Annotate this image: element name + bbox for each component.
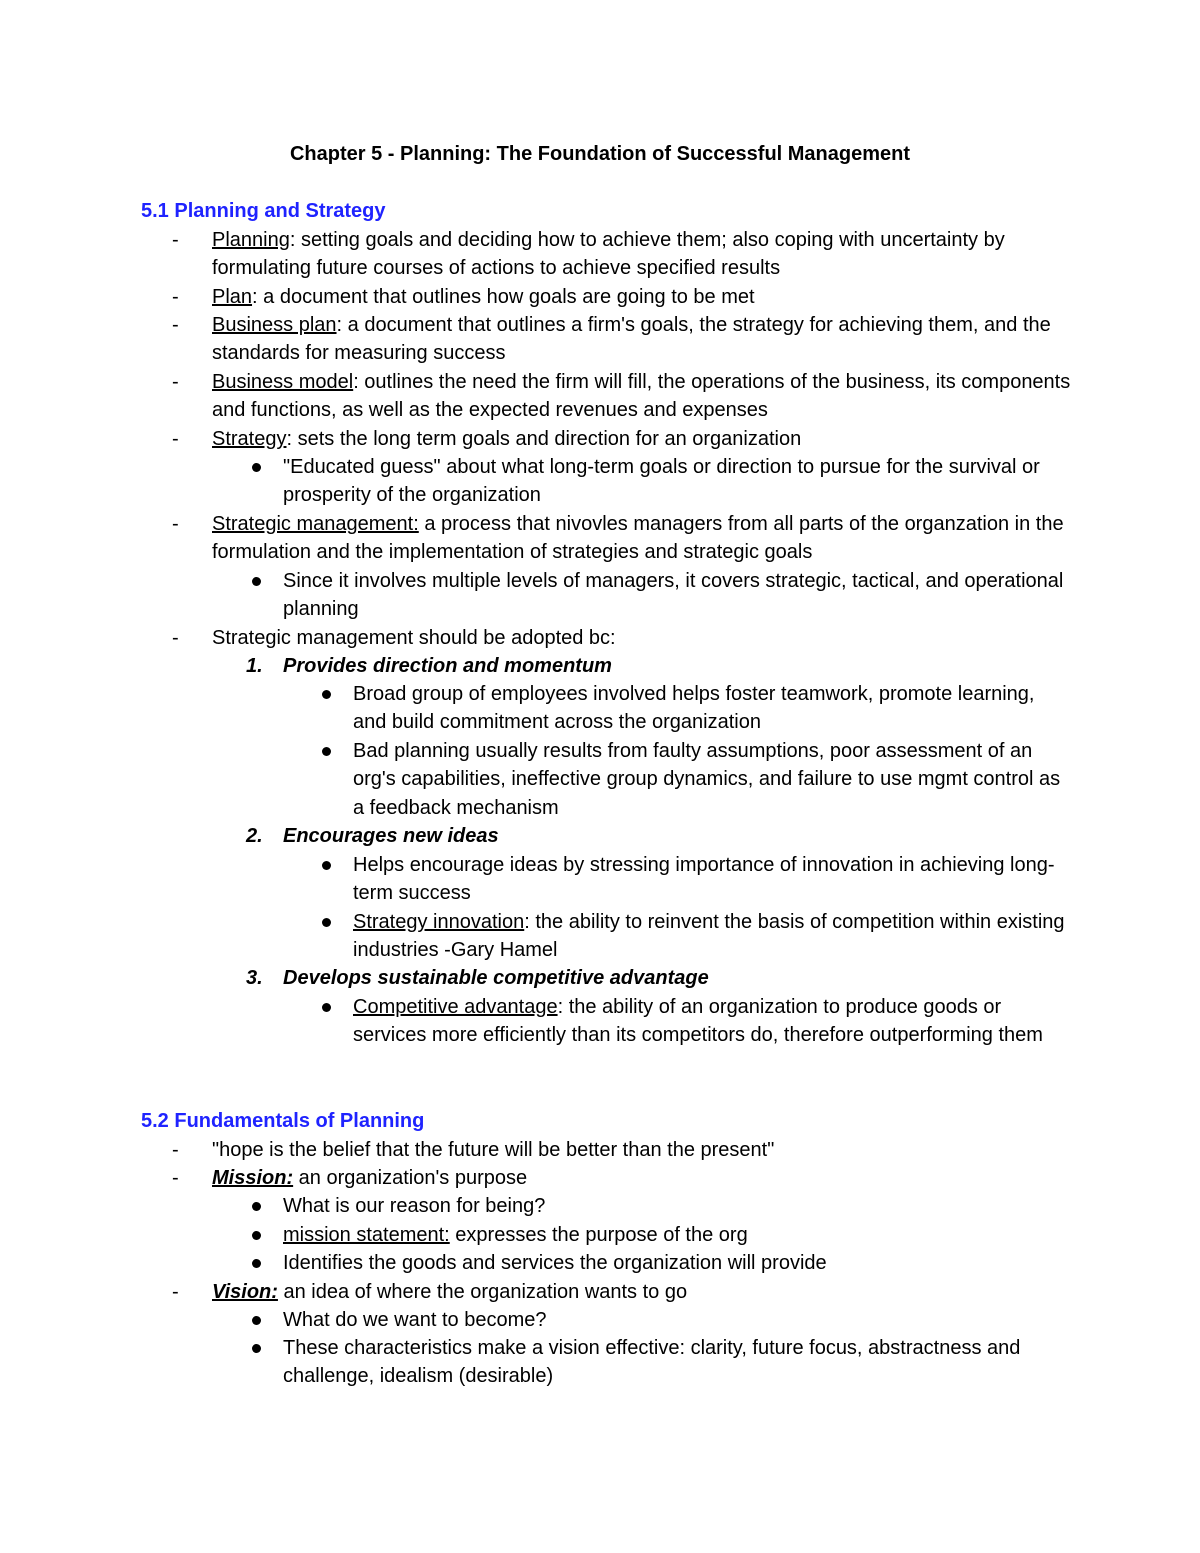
dash-marker: - [172,428,179,450]
list-item-strategic-management-sub: Since it involves multiple levels of managers, it covers strategic, tactical, and operational planning [283,570,1064,621]
mission-sub-3: Identifies the goods and services the organization will provide [283,1252,827,1274]
bullet-marker [252,463,261,472]
term-plan: Plan [212,286,253,308]
list-item-strategic-management [212,510,1072,567]
def-strategy-innovation: : the ability to reinvent the basis of competition within existing industries -Gary Hamel [353,911,1065,962]
dash-marker: - [172,371,179,393]
section-heading-5-2: 5.2 Fundamentals of Planning [141,1110,425,1132]
dash-marker: - [172,286,179,308]
bullet-marker [252,1259,261,1268]
list-item-strategy [212,425,1072,453]
list-item-plan [212,283,1072,311]
bullet-marker [322,690,331,699]
list-item-hope: "hope is the belief that the future will be better than the present" [212,1139,775,1161]
def-mission-statement: expresses the purpose of the org [449,1224,748,1246]
def-planning: : setting goals and deciding how to achieve them; also coping with uncertainty by formulating future courses of actions to achieve specified results [212,229,1005,280]
number-marker: 1. [246,655,263,677]
def-vision: an idea of where the organization wants to go [277,1281,688,1303]
reason-3-sub-1 [353,993,1073,1050]
page-title: Chapter 5 - Planning: The Foundation of Successful Management [289,143,911,165]
term-competitive-advantage: Competitive advantage [353,996,558,1018]
dash-marker: - [172,1139,179,1161]
list-item-adopt: Strategic management should be adopted bc: [212,627,616,649]
def-strategic-management: a process that nivovles managers from all parts of the organzation in the formulation and the implementation of strategies and strategic goals [212,513,1064,564]
term-planning: Planning [212,229,290,251]
bullet-marker [322,1003,331,1012]
dash-marker: - [172,314,179,336]
bullet-marker [252,577,261,586]
vision-sub-1: What do we want to become? [283,1309,547,1331]
def-mission: an organization's purpose [293,1167,528,1189]
section-heading-5-1: 5.1 Planning and Strategy [141,200,386,222]
bullet-marker [252,1316,261,1325]
list-item-strategy-sub: "Educated guess" about what long-term goals or direction to pursue for the survival or prosperity of the organization [283,456,1040,507]
dash-marker: - [172,513,179,535]
list-item-business-model [212,368,1072,425]
term-business-plan: Business plan [212,314,337,336]
number-marker: 2. [246,825,263,847]
bullet-marker [322,918,331,927]
term-vision: Vision: [212,1281,278,1303]
mission-sub-1: What is our reason for being? [283,1195,546,1217]
bullet-marker [322,861,331,870]
dash-marker: - [172,1281,179,1303]
list-item-planning [212,226,1072,283]
bullet-marker [252,1231,261,1240]
bullet-marker [252,1202,261,1211]
term-business-model: Business model [212,371,354,393]
vision-sub-2: These characteristics make a vision effective: clarity, future focus, abstractness and challenge, idealism (desirable) [283,1337,1021,1388]
reason-1: Provides direction and momentum [283,655,612,677]
bullet-marker [252,1344,261,1353]
dash-marker: - [172,627,179,649]
dash-marker: - [172,1167,179,1189]
term-strategy: Strategy [212,428,287,450]
def-competitive-advantage: : the ability of an organization to produce goods or services more efficiently than its competitors do, therefore outperforming them [353,996,1043,1047]
reason-1-sub-2: Bad planning usually results from faulty assumptions, poor assessment of an org's capabilities, ineffective group dynamics, and failure to use mgmt control as a feedback mechanism [353,740,1061,819]
mission-sub-2 [283,1221,1073,1249]
term-mission: Mission: [212,1167,294,1189]
dash-marker: - [172,229,179,251]
def-business-model: : outlines the need the firm will fill, the operations of the business, its components and functions, as well as the expected revenues and expenses [212,371,1071,422]
reason-2: Encourages new ideas [283,825,499,847]
def-strategy: : sets the long term goals and direction for an organization [286,428,802,450]
def-plan: : a document that outlines how goals are going to be met [252,286,755,308]
number-marker: 3. [246,967,263,989]
term-strategy-innovation: Strategy innovation [353,911,525,933]
reason-2-sub-1: Helps encourage ideas by stressing importance of innovation in achieving long-term success [353,854,1055,905]
list-item-business-plan [212,311,1072,368]
def-business-plan: : a document that outlines a firm's goals, the strategy for achieving them, and the standards for measuring success [212,314,1051,365]
reason-3: Develops sustainable competitive advantage [283,967,709,989]
list-item-vision [212,1278,1072,1306]
reason-2-sub-2 [353,908,1073,965]
bullet-marker [322,747,331,756]
term-mission-statement: mission statement: [283,1224,450,1246]
term-strategic-management: Strategic management: [212,513,419,535]
reason-1-sub-1: Broad group of employees involved helps foster teamwork, promote learning, and build commitment across the organization [353,683,1035,734]
list-item-mission [212,1164,1072,1192]
